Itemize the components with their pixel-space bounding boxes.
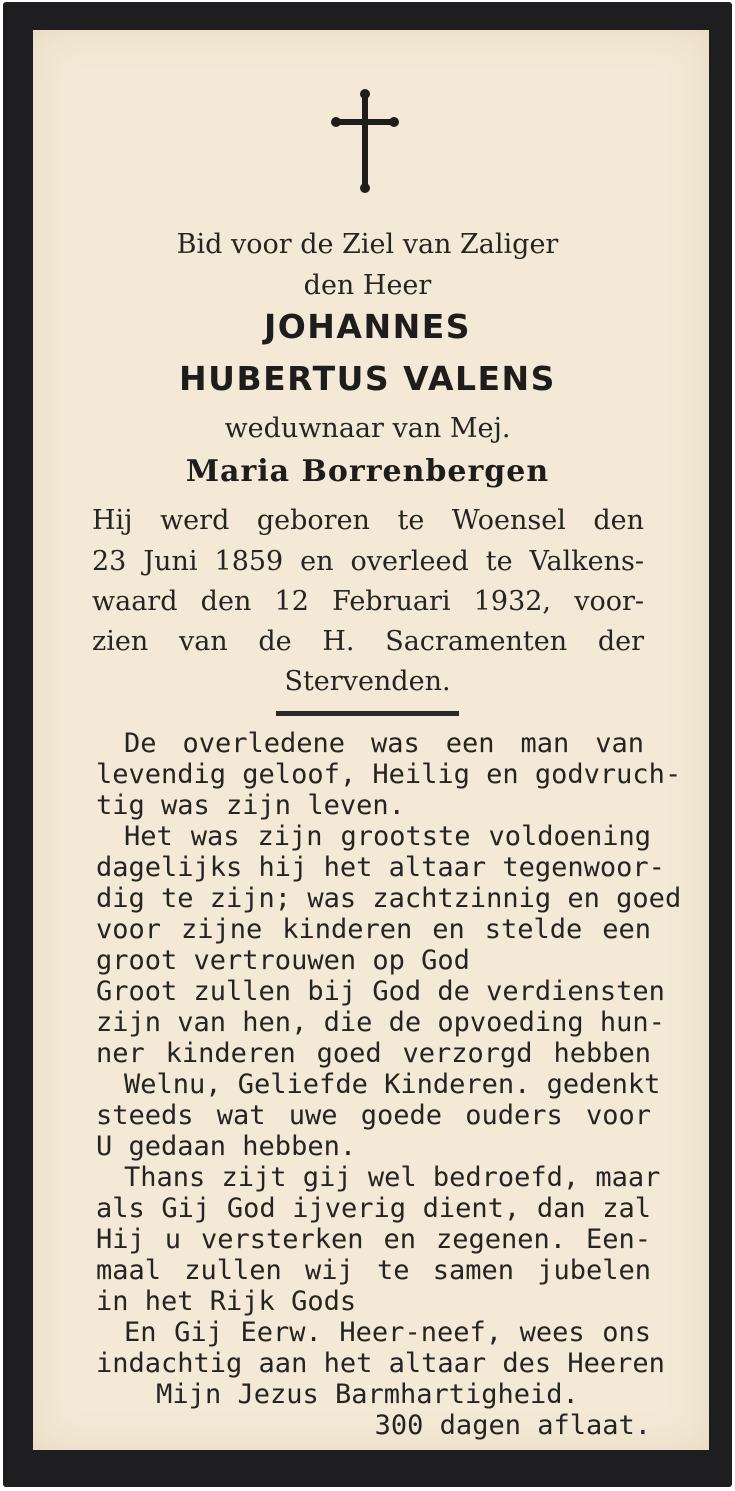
text-line: steeds wat uwe goede ouders voor [96, 1100, 651, 1131]
spouse-name: Maria Borrenbergen [185, 454, 550, 489]
bio-line: waard den 12 Februari 1932, voor- [92, 586, 644, 617]
cross-icon [330, 88, 400, 194]
bio-line: 23 Juni 1859 en overleed te Valkens- [92, 546, 644, 577]
text-line: dagelijks hij het altaar tegenwoor- [96, 852, 665, 883]
bio-line: zien van de H. Sacramenten der [92, 626, 644, 657]
text-line: Welnu, Geliefde Kinderen. gedenkt [124, 1069, 661, 1100]
text-line: indachtig aan het altaar des Heeren [96, 1348, 665, 1379]
title-line: den Heer [303, 270, 432, 301]
indulgence-note: 300 dagen aflaat. [374, 1410, 651, 1441]
text-line: groot vertrouwen op God [96, 945, 470, 976]
text-line: maal zullen wij te samen jubelen [96, 1255, 651, 1286]
divider [276, 711, 459, 716]
text-line: zijn van hen, die de opvoeding hun- [96, 1007, 665, 1038]
text-line: als Gij God ijverig dient, dan zal [96, 1193, 651, 1224]
text-line: in het Rijk Gods [96, 1286, 357, 1317]
relation-line: weduwnaar van Mej. [224, 413, 511, 444]
text-line: Het was zijn grootste voldoening [124, 821, 651, 852]
text-line: voor zijne kinderen en stelde een [96, 914, 651, 945]
deceased-name-last: HUBERTUS VALENS [179, 359, 556, 398]
text-line: U gedaan hebben. [96, 1131, 357, 1162]
prayer-line: Bid voor de Ziel van Zaliger [176, 229, 559, 260]
text-line: Hij u versterken en zegenen. Een- [96, 1224, 651, 1255]
closing-prayer: Mijn Jezus Barmhartigheid. [156, 1379, 579, 1410]
bio-line: Hij werd geboren te Woensel den [92, 505, 644, 536]
bio-line: Stervenden. [284, 666, 451, 697]
text-line: dig te zijn; was zachtzinnig en goed [96, 883, 682, 914]
text-line: levendig geloof, Heilig en godvruch- [96, 759, 682, 790]
text-line: De overledene was een man van [124, 728, 644, 759]
text-line: tig was zijn leven. [96, 790, 405, 821]
text-line: ner kinderen goed verzorgd hebben [96, 1038, 651, 1069]
text-line: En Gij Eerw. Heer-neef, wees ons [124, 1317, 651, 1348]
deceased-name-first: JOHANNES [263, 307, 472, 346]
text-line: Groot zullen bij God de verdiensten [96, 976, 665, 1007]
text-line: Thans zijt gij wel bedroefd, maar [124, 1162, 661, 1193]
